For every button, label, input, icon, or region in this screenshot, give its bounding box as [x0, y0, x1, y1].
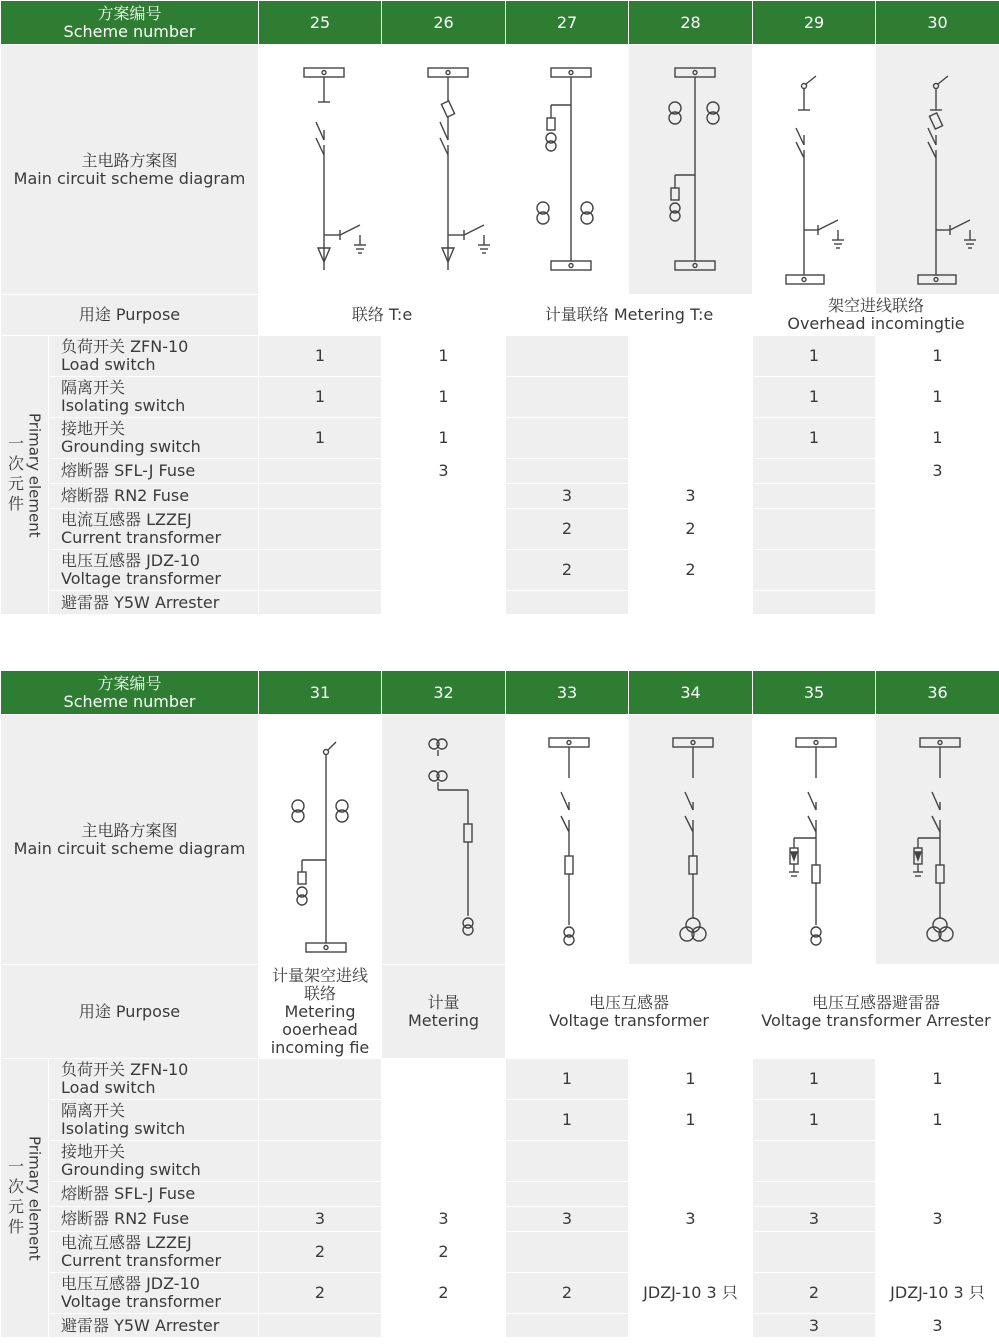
quantity-cell: 3 [382, 459, 506, 484]
quantity-cell [876, 1232, 999, 1273]
diagram-label-cn: 主电路方案图 [81, 820, 178, 840]
scheme-number-header [1, 1, 259, 45]
quantity-cell [506, 377, 629, 418]
quantity-cell: 1 [876, 336, 999, 377]
purpose-label: 用途 Purpose [1, 295, 259, 336]
diagram-label-en: Main circuit scheme diagram [13, 168, 246, 188]
scheme-29: 29 [753, 1, 876, 45]
purpose-row [1, 965, 999, 1059]
quantity-cell [259, 1141, 382, 1182]
component-row [1, 1182, 999, 1207]
component-row [1, 1141, 999, 1182]
header-cn: 方案编号 [97, 3, 162, 23]
circuit-diagram-27 [507, 50, 627, 290]
quantity-cell [629, 1232, 753, 1273]
scheme-25: 25 [259, 1, 382, 45]
scheme-27: 27 [506, 1, 629, 45]
quantity-cell: 1 [629, 1059, 753, 1100]
purpose-29-30-cn: 架空进线联络 [827, 296, 924, 315]
quantity-cell [506, 418, 629, 459]
quantity-cell: 3 [753, 1314, 876, 1338]
quantity-cell: 3 [876, 459, 999, 484]
component-row [1, 459, 999, 484]
quantity-cell: 2 [506, 550, 629, 591]
quantity-cell [629, 591, 753, 615]
component-en: Isolating switch [61, 1119, 186, 1138]
purpose-31-line4: ooerhead [282, 1019, 358, 1039]
component-label [49, 418, 259, 459]
component-label [49, 1273, 259, 1314]
component-row [1, 336, 999, 377]
quantity-cell [753, 1141, 876, 1182]
quantity-cell [876, 1141, 999, 1182]
purpose-31 [259, 965, 382, 1059]
quantity-cell [753, 1232, 876, 1273]
circuit-diagram-36 [878, 720, 998, 960]
component-row [1, 377, 999, 418]
diagram-36 [876, 715, 999, 965]
quantity-cell [753, 484, 876, 509]
diagram-row [1, 715, 999, 965]
quantity-cell [876, 509, 999, 550]
circuit-diagram-30 [878, 50, 998, 290]
diagram-27 [506, 45, 629, 295]
quantity-cell [506, 1182, 629, 1207]
component-cn: 电压互感器 JDZ-10 [61, 1274, 200, 1293]
component-label [49, 509, 259, 550]
purpose-31-line2: 联络 [303, 983, 336, 1003]
purpose-35-36-en: Voltage transformer Arrester [761, 1010, 991, 1030]
quantity-cell [506, 1314, 629, 1338]
quantity-cell: 2 [382, 1232, 506, 1273]
header-en: Scheme number [63, 21, 196, 41]
scheme-table-1 [0, 0, 999, 615]
diagram-label [1, 715, 259, 965]
component-en: Voltage transformer [61, 569, 221, 588]
primary-element-cn: 一次元件 [5, 435, 25, 515]
purpose-32-cn: 计量 [427, 992, 460, 1012]
component-cn: 熔断器 RN2 Fuse [61, 1209, 190, 1228]
quantity-cell: 1 [259, 336, 382, 377]
quantity-cell [259, 1100, 382, 1141]
diagram-34 [629, 715, 753, 965]
quantity-cell [753, 459, 876, 484]
quantity-cell: 1 [506, 1100, 629, 1141]
quantity-cell [506, 591, 629, 615]
circuit-diagram-26 [384, 50, 504, 290]
scheme-table-2 [0, 670, 999, 1338]
quantity-cell [382, 550, 506, 591]
purpose-35-36-cn: 电压互感器避雷器 [811, 992, 940, 1012]
component-label [49, 1314, 259, 1338]
quantity-cell: 1 [259, 377, 382, 418]
component-row [1, 591, 999, 615]
component-row [1, 1100, 999, 1141]
purpose-row [1, 295, 999, 336]
purpose-31-line5: incoming fie [270, 1037, 370, 1057]
diagram-row [1, 45, 999, 295]
component-cn: 负荷开关 ZFN-10 [61, 1060, 189, 1079]
circuit-diagram-25 [260, 50, 380, 290]
component-en: Current transformer [61, 1251, 222, 1270]
component-label [49, 336, 259, 377]
scheme-34: 34 [629, 671, 753, 715]
quantity-cell [629, 1314, 753, 1338]
purpose-32 [382, 965, 506, 1059]
quantity-cell: 3 [629, 1207, 753, 1232]
quantity-cell [629, 1182, 753, 1207]
quantity-cell [753, 1182, 876, 1207]
component-cn: 隔离开关 [61, 1101, 126, 1120]
component-rows [1, 1059, 999, 1338]
header-cn: 方案编号 [97, 673, 162, 693]
component-cn: 电压互感器 JDZ-10 [61, 551, 200, 570]
component-en: Voltage transformer [61, 1292, 221, 1311]
component-row [1, 1273, 999, 1314]
purpose-31-line1: 计量架空进线 [271, 965, 368, 985]
quantity-cell: 1 [876, 1100, 999, 1141]
component-en: Isolating switch [61, 396, 186, 415]
component-label [49, 484, 259, 509]
primary-element-en: Primary element [25, 1135, 44, 1261]
quantity-cell: JDZJ-10 3 只 [629, 1273, 753, 1314]
primary-element-cn: 一次元件 [5, 1158, 25, 1238]
quantity-cell [876, 591, 999, 615]
component-en: Current transformer [61, 528, 222, 547]
component-rows [1, 336, 999, 615]
quantity-cell [382, 509, 506, 550]
quantity-cell: 1 [753, 377, 876, 418]
quantity-cell [259, 1182, 382, 1207]
component-row [1, 1314, 999, 1338]
component-cn: 熔断器 RN2 Fuse [61, 486, 190, 505]
component-cn: 负荷开关 ZFN-10 [61, 337, 189, 356]
quantity-cell: 2 [629, 509, 753, 550]
purpose-29-30-en: Overhead incomingtie [787, 314, 965, 333]
purpose-35-36 [753, 965, 999, 1059]
scheme-31: 31 [259, 671, 382, 715]
header-row [1, 671, 999, 715]
component-cn: 熔断器 SFL-J Fuse [61, 1184, 196, 1203]
quantity-cell: 2 [506, 1273, 629, 1314]
component-row [1, 1207, 999, 1232]
quantity-cell [629, 459, 753, 484]
circuit-diagram-32 [384, 720, 504, 960]
component-cn: 电流互感器 LZZEJ [61, 510, 192, 529]
quantity-cell [753, 591, 876, 615]
quantity-cell [382, 1100, 506, 1141]
quantity-cell: 1 [876, 418, 999, 459]
diagram-33 [506, 715, 629, 965]
quantity-cell [506, 1141, 629, 1182]
scheme-36: 36 [876, 671, 999, 715]
purpose-29-30 [753, 295, 999, 336]
diagram-label-en: Main circuit scheme diagram [13, 838, 246, 858]
purpose-33-34 [506, 965, 753, 1059]
circuit-diagram-35 [754, 720, 874, 960]
component-row [1, 550, 999, 591]
purpose-33-34-en: Voltage transformer [549, 1010, 709, 1030]
quantity-cell: 2 [259, 1232, 382, 1273]
component-cn: 接地开关 [61, 1142, 126, 1161]
component-label [49, 1059, 259, 1100]
quantity-cell [753, 509, 876, 550]
quantity-cell: 1 [876, 1059, 999, 1100]
quantity-cell: 1 [629, 1100, 753, 1141]
primary-element-label [1, 336, 49, 615]
component-en: Grounding switch [61, 1160, 201, 1179]
header-en: Scheme number [63, 691, 196, 711]
component-cn: 熔断器 SFL-J Fuse [61, 461, 196, 480]
component-label [49, 1207, 259, 1232]
component-label [49, 377, 259, 418]
quantity-cell: 2 [382, 1273, 506, 1314]
quantity-cell [259, 550, 382, 591]
quantity-cell [629, 377, 753, 418]
quantity-cell: 1 [259, 418, 382, 459]
quantity-cell: 1 [753, 418, 876, 459]
quantity-cell: 1 [382, 377, 506, 418]
scheme-28: 28 [629, 1, 753, 45]
quantity-cell [876, 1182, 999, 1207]
quantity-cell: JDZJ-10 3 只 [876, 1273, 999, 1314]
quantity-cell [259, 591, 382, 615]
diagram-28 [629, 45, 753, 295]
quantity-cell [259, 509, 382, 550]
quantity-cell: 2 [506, 509, 629, 550]
diagram-29 [753, 45, 876, 295]
quantity-cell [506, 1232, 629, 1273]
quantity-cell [506, 459, 629, 484]
quantity-cell [259, 459, 382, 484]
component-label [49, 591, 259, 615]
component-en: Load switch [61, 355, 156, 374]
quantity-cell [259, 484, 382, 509]
diagram-32 [382, 715, 506, 965]
component-en: Load switch [61, 1078, 156, 1097]
quantity-cell: 3 [259, 1207, 382, 1232]
quantity-cell [876, 550, 999, 591]
quantity-cell [259, 1059, 382, 1100]
component-row [1, 1059, 999, 1100]
component-label [49, 550, 259, 591]
quantity-cell: 3 [506, 484, 629, 509]
diagram-35 [753, 715, 876, 965]
purpose-32-en: Metering [407, 1010, 480, 1030]
quantity-cell: 3 [629, 484, 753, 509]
quantity-cell [382, 1059, 506, 1100]
circuit-diagram-29 [754, 50, 874, 290]
quantity-cell: 3 [876, 1207, 999, 1232]
quantity-cell [753, 550, 876, 591]
quantity-cell: 3 [506, 1207, 629, 1232]
scheme-33: 33 [506, 671, 629, 715]
component-row [1, 1232, 999, 1273]
circuit-diagram-34 [631, 720, 751, 960]
purpose-label: 用途 Purpose [1, 965, 259, 1059]
quantity-cell [382, 1141, 506, 1182]
quantity-cell [629, 1141, 753, 1182]
circuit-diagram-33 [507, 720, 627, 960]
component-label [49, 1232, 259, 1273]
component-cn: 接地开关 [61, 419, 126, 438]
primary-element-label [1, 1059, 49, 1338]
component-label [49, 1100, 259, 1141]
purpose-27-28: 计量联络 Metering T:e [506, 295, 753, 336]
diagram-label [1, 45, 259, 295]
quantity-cell: 1 [753, 1059, 876, 1100]
quantity-cell: 1 [876, 377, 999, 418]
quantity-cell [382, 591, 506, 615]
quantity-cell: 3 [876, 1314, 999, 1338]
quantity-cell [382, 484, 506, 509]
component-row [1, 509, 999, 550]
purpose-25-26: 联络 T:e [259, 295, 506, 336]
quantity-cell [876, 484, 999, 509]
quantity-cell [629, 418, 753, 459]
quantity-cell: 1 [382, 418, 506, 459]
diagram-26 [382, 45, 506, 295]
quantity-cell: 3 [382, 1207, 506, 1232]
circuit-diagram-31 [260, 720, 380, 960]
component-label [49, 1182, 259, 1207]
quantity-cell: 1 [506, 1059, 629, 1100]
diagram-30 [876, 45, 999, 295]
component-label [49, 459, 259, 484]
header-row [1, 1, 999, 45]
diagram-label-cn: 主电路方案图 [81, 150, 178, 170]
component-cn: 避雷器 Y5W Arrester [61, 592, 220, 612]
quantity-cell: 1 [382, 336, 506, 377]
component-cn: 隔离开关 [61, 378, 126, 397]
component-cn: 电流互感器 LZZEJ [61, 1233, 192, 1252]
quantity-cell [506, 336, 629, 377]
quantity-cell: 1 [753, 1100, 876, 1141]
component-row [1, 484, 999, 509]
quantity-cell: 2 [259, 1273, 382, 1314]
quantity-cell: 2 [753, 1273, 876, 1314]
component-row [1, 418, 999, 459]
quantity-cell [259, 1314, 382, 1338]
scheme-35: 35 [753, 671, 876, 715]
primary-element-en: Primary element [25, 412, 44, 538]
scheme-32: 32 [382, 671, 506, 715]
diagram-25 [259, 45, 382, 295]
purpose-33-34-cn: 电压互感器 [588, 992, 669, 1012]
quantity-cell [382, 1182, 506, 1207]
component-cn: 避雷器 Y5W Arrester [61, 1315, 220, 1335]
component-label [49, 1141, 259, 1182]
scheme-30: 30 [876, 1, 999, 45]
quantity-cell: 3 [753, 1207, 876, 1232]
scheme-26: 26 [382, 1, 506, 45]
quantity-cell: 2 [629, 550, 753, 591]
circuit-diagram-28 [631, 50, 751, 290]
scheme-number-header [1, 671, 259, 715]
quantity-cell [382, 1314, 506, 1338]
diagram-31 [259, 715, 382, 965]
quantity-cell: 1 [753, 336, 876, 377]
purpose-31-line3: Metering [284, 1001, 356, 1021]
component-en: Grounding switch [61, 437, 201, 456]
quantity-cell [629, 336, 753, 377]
